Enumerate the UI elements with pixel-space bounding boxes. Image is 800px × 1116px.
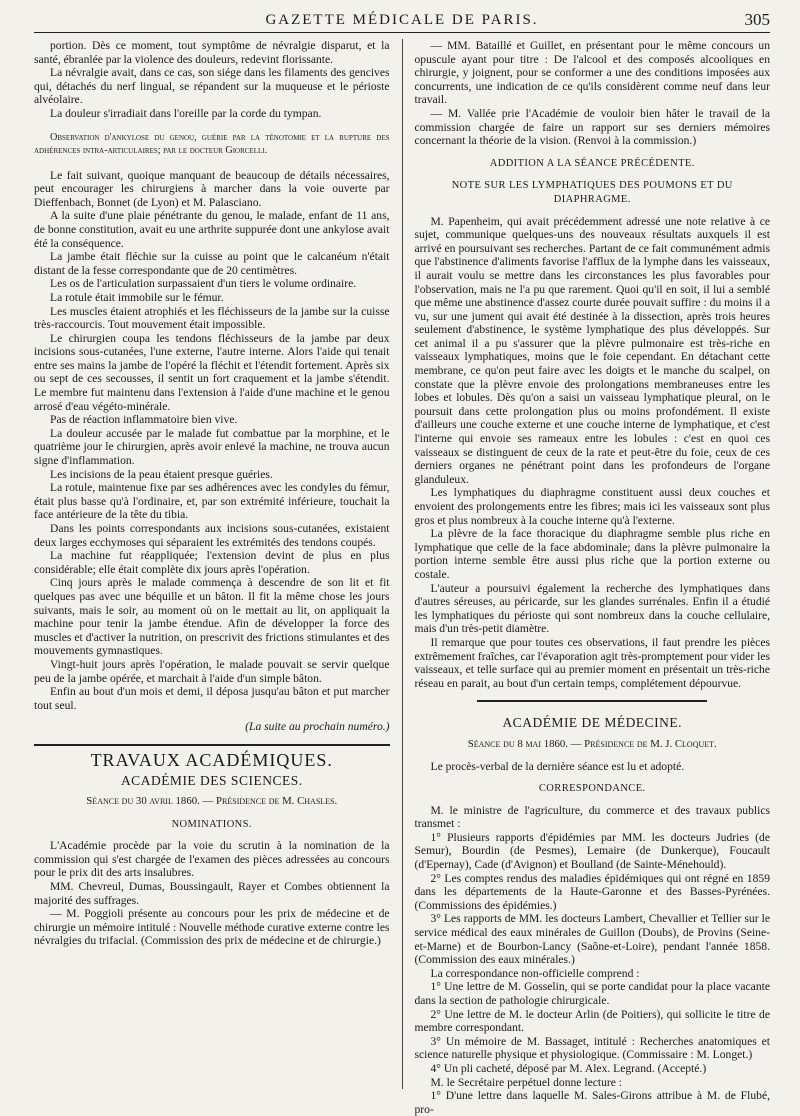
journal-title: GAZETTE MÉDICALE DE PARIS. (265, 12, 539, 28)
paragraph: — MM. Bataillé et Guillet, en présentant pour le même concours un opuscule ayant pour titre : De l'alcool et des composés alcooliques en chirurgie, y joignent, pour se conformer a une des conditions imposées aux concurrents, une indication de ce qu'ils considèrent comme neuf dans leur travail. (414, 39, 770, 107)
section-title-travaux: TRAVAUX ACADÉMIQUES. (34, 744, 390, 768)
paragraph: L'Académie procède par la voie du scrutin à la nomination de la commission qui s'est chargée de l'examen des pièces adressées au concours pour le prix dit des arts insalubres. (34, 839, 390, 880)
academy-sciences-title: ACADÉMIE DES SCIENCES. (120, 772, 303, 788)
paragraph: La rotule était immobile sur le fémur. (50, 290, 224, 304)
paragraph: 1° Plusieurs rapports d'épidémies par MM. les docteurs Judries (de Semur), Bourdin (de Pesmes), Lemaire (de Dunkerque), Foucault (d'Epernay), Cade (d'Avignon) et Boulland (de Sainte-Ménehould). (414, 830, 770, 872)
paragraph: La douleur s'irradiait dans l'oreille par la corde du tympan. (50, 106, 322, 120)
paragraph: M. le ministre de l'agriculture, du commerce et des travaux publics transmet : (414, 803, 770, 831)
page-header (34, 4, 770, 33)
note-body (414, 215, 770, 691)
paragraph: Les incisions de la peau étaient presque guéries. (50, 467, 273, 481)
correspondance-body (414, 804, 770, 1116)
paragraph: Les lymphatiques du diaphragme constituent aussi deux couches et envoient des prolongements entre les fibres; mais ici les vaisseaux sont plus gros et plus nombreux à la couche interne qu'à l'externe. (414, 486, 770, 527)
paragraph: Pas de réaction inflammatoire bien vive. (50, 413, 238, 427)
paragraph: La machine fut réappliquée; l'extension devint de plus en plus considérable; elle était complète dix jours après l'opération. (34, 549, 390, 576)
paragraph: M. Papenheim, qui avait précédemment adressé une note relative à ce sujet, communique quelques-uns des nouveaux résultats auxquels il est arrivé en poursuivant ses recherches. Partant de ce fait communément admis que l'abstinence d'aliments favorise l'afflux de la lymphe dans les vaisseaux, il aurait voulu se mettre dans les circonstances les plus favorables pour l'observation, mais ne l'a pu que rarement. Quoi qu'il en soit, il lui a semblé que même une abstinence d'assez courte durée pouvait suffire : du moins il a vu, sur une jument qui avait été destinée à la dissection, après trois heures seulement d'abstinence, le système lymphatique des plus développés. Sur cet animal il a pu s'assurer que la plèvre pulmonaire est très-riche en vaisseaux lymphatiques, moins que le foie cependant. En détachant cette membrane, ce qu'on peut faire avec les doigts et le manche du scalpel, on constate que la plèvre envoie des prolongations membraneuses entre les lobes et lobules. Dès qu'on a saisi un vaisseau lymphatique pleural, on le poursuit dans cette prolongation plus ou moins profondément. Il existe d'ailleurs une couche externe et une couche interne de lymphatique, et c'est l'interne qui envoie ses rameaux entre les lobules : c'est en quoi ces vaisseaux se distinguent de ceux de la rate et peut-être du foie, ceux de ces derniers organes ne pénétrant point dans les profondeurs de l'organe glanduleux. (414, 214, 770, 486)
correspondance-heading: CORRESPONDANCE. (538, 783, 646, 795)
paragraph: L'auteur a poursuivi également la recherche des lymphatiques dans d'autres séreuses, au péricarde, sur les glandes surrénales. Enfin il a étudié les lymphatiques du périoste qui sont nombreux dans la couche cellulaire, mais d'un très-petit diamètre. (414, 581, 770, 636)
paragraph: — M. Vallée prie l'Académie de vouloir bien hâter le travail de la commission chargée de faire un rapport sur ses derniers mémoires concernant la théorie de la vision. (Renvoi à la commission.) (414, 106, 770, 148)
proces-verbal: Le procès-verbal de la dernière séance est lu et adopté. (430, 759, 685, 773)
paragraph: La correspondance non-officielle comprend : (430, 966, 640, 980)
paragraph: Les os de l'articulation surpassaient d'un tiers le volume ordinaire. (50, 277, 357, 291)
paragraph: 3° Les rapports de MM. les docteurs Lambert, Chevallier et Tellier sur le service médical des eaux minérales de Guillon (Doubs), de Provins (Seine-et-Marne) et de Bourbon-Lancy (Saône-et-Loire), pendant l'année 1858. (Commission des eaux minérales.) (414, 912, 770, 967)
right-top-section (414, 39, 770, 148)
observation-title: Observation d'ankylose du genou, guérie par la ténotomie et la rupture des adhérences intra-articulaires; par le docteur Giorcelli. (34, 131, 390, 156)
paragraph: 3° Un mémoire de M. Bassaget, intitulé : Recherches anatomiques et science naturelle physique et physiologique. (Commissaire : M. Longet.) (414, 1034, 770, 1062)
paragraph: La jambe était fléchie sur la cuisse au point que le calcanéum n'était distant de la fesse correspondante que de 20 centimètres. (34, 250, 390, 277)
paragraph: Dans les points correspondants aux incisions sous-cutanées, existaient deux larges ecchymoses qui séparaient les extrémités des tendons coupés. (34, 522, 390, 549)
paragraph: 2° Une lettre de M. le docteur Arlin (de Poitiers), qui sollicite le titre de membre correspondant. (414, 1007, 770, 1035)
paragraph: M. le Secrétaire perpétuel donne lecture : (430, 1075, 623, 1089)
paragraph: La plèvre de la face thoracique du diaphragme semble plus riche en lymphatique que celle de la face abdominale; dans la plèvre pulmonaire la portion interne semble être aussi plus riche que la portion externe ou costale. (414, 527, 770, 581)
paragraph: Le fait suivant, quoique manquant de beaucoup de détails nécessaires, peut encourager les chirurgiens à marcher dans la voie ouverte par Dieffenbach, Bonnet (de Lyon) et M. Palasciano. (34, 168, 390, 209)
academy-medecine-title: ACADÉMIE DE MÉDECINE. (502, 715, 683, 731)
paragraph: MM. Chevreul, Dumas, Boussingault, Rayer et Combes obtiennent la majorité des suffrages. (34, 880, 390, 907)
addition-heading: ADDITION A LA SÉANCE PRÉCÉDENTE. (489, 157, 695, 169)
observation-body (34, 169, 390, 713)
paragraph: Il remarque que pour toutes ces observations, il faut prendre les pièces extrêmement fraîches, car l'évaporation agit très-promptement pour vider les vaisseaux, et telle surface qui au premier moment en présentait un très-riche réseau en parait, au bout d'un certain temps, complétement dépourvue. (414, 635, 770, 690)
seance-sciences: Séance du 30 avril 1860. — Présidence de M. Chasles. (86, 795, 338, 808)
section-separator (477, 700, 707, 702)
intro-section (34, 39, 390, 121)
nominations-body (34, 839, 390, 948)
paragraph: Les muscles étaient atrophiés et les fléchisseurs de la jambe sur la cuisse très-raccourcis. Tout mouvement était impossible. (34, 304, 390, 332)
note-heading: NOTE SUR LES LYMPHATIQUES DES POUMONS ET DU DIAPHRAGME. (451, 180, 733, 205)
paragraph: Le chirurgien coupa les tendons fléchisseurs de la jambe par deux incisions sous-cutanées, l'une externe, l'autre interne. Alors l'aide qui tenait entre ses mains la jambe de l'opéré la fléchit et l'étendit fortement. Après six ou sept de ces secousses, il sentit un fort craquement et la jambe s'étendit. Le membre fut maintenu dans l'extension à l'aide d'une machine et le genou arrosé d'eau végéto-minérale. (34, 331, 390, 413)
paragraph: La rotule, maintenue fixe par ses adhérences avec les condyles du fémur, était plus basse qu'à l'ordinaire, et, par son extrémité inférieure, touchait la face antérieure de la tête du tibia. (34, 481, 390, 522)
paragraph: A la suite d'une plaie pénétrante du genou, le malade, enfant de 11 ans, de bonne constitution, avait eu une arthrite suppurée dont une ankylose avait été la conséquence. (34, 209, 390, 250)
columns (34, 39, 770, 1116)
continued-note: (La suite au prochain numéro.) (245, 720, 390, 734)
paragraph: 1° D'une lettre dans laquelle M. Sales-Girons attribue à M. de Flubé, pro- (414, 1089, 770, 1116)
paragraph: 4° Un pli cacheté, déposé par M. Alex. Legrand. (Accepté.) (430, 1061, 707, 1075)
paragraph: portion. Dès ce moment, tout symptôme de névralgie disparut, et la santé, ébranlée par la violence des douleurs, redevint florissante. (34, 39, 390, 66)
page-number: 305 (744, 10, 770, 29)
paragraph: La douleur accusée par le malade fut combattue par la morphine, et le quatrième jour le chirurgien, après avoir enlevé la machine, ne trouva aucun signe d'inflammation. (34, 426, 390, 468)
paragraph: Enfin au bout d'un mois et demi, il déposa jusqu'au bâton et put marcher tout seul. (34, 685, 390, 712)
paragraph: Vingt-huit jours après l'opération, le malade pouvait se servir quelque peu de la jambe opérée, et marchait à l'aide d'un simple bâton. (34, 657, 390, 685)
paragraph: 1° Une lettre de M. Gosselin, qui se porte candidat pour la place vacante dans la section de pathologie chirurgicale. (414, 980, 770, 1007)
paragraph: 2° Les comptes rendus des maladies épidémiques qui ont régné en 1859 dans les départements de la Haute-Garonne et des Basses-Pyrénées. (Commissions des épidémies.) (414, 871, 770, 912)
seance-medecine: Séance du 8 mai 1860. — Présidence de M. J. Cloquet. (467, 737, 717, 750)
paragraph: — M. Poggioli présente au concours pour les prix de médecine et de chirurgie un mémoire intitulé : Nouvelle méthode curative externe contre les névralgies du trifacial. (Commission des prix de médecine et de chirurgie.) (34, 907, 390, 948)
nominations-heading: NOMINATIONS. (171, 818, 252, 830)
paragraph: La névralgie avait, dans ce cas, son siége dans les filaments des gencives qui, détachés du nerf lingual, se répandent sur la muqueuse et le périoste alvéolaire. (34, 66, 390, 107)
paragraph: Cinq jours après le malade commença à descendre de son lit et fit quelques pas avec une béquille et un bâton. Il fit la même chose les jours suivants, mais le soir, au moment où on le mettait au lit, on appliquait la machine pour tenir la jambe étendue. Afin de développer la force des muscles et d'activer la nutrition, on prescrivit des frictions stimulantes et des mouvements gymnastiques. (34, 576, 390, 658)
left-column (34, 39, 402, 1089)
right-column (402, 39, 770, 1116)
